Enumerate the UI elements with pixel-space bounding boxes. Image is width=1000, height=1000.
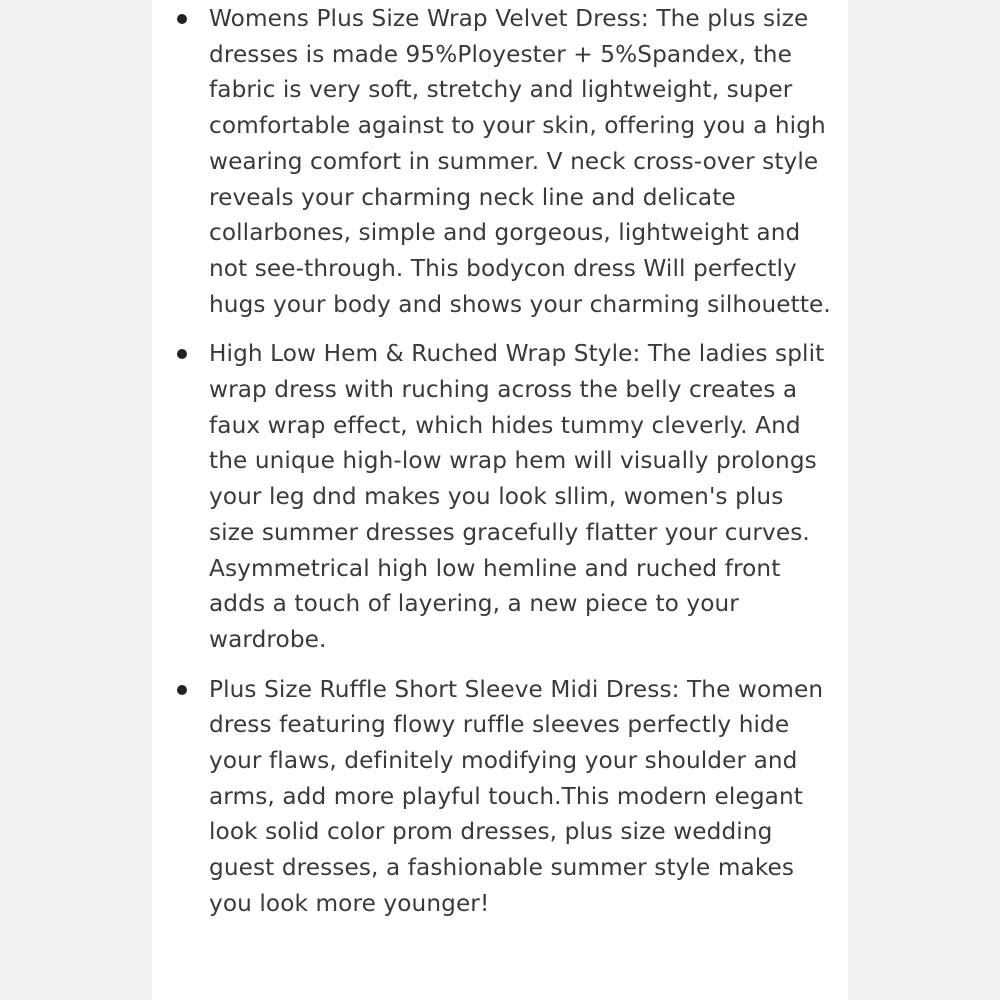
feature-bullet-text: Plus Size Ruffle Short Sleeve Midi Dress: The women dress featuring flowy ruffle sleeves perfectly hide your flaws, definitely modifying your shoulder and arms, add more playful touch.This modern elegant look solid color prom dresses, plus size wedding guest dresses, a fashionable summer style makes you look more younger! (209, 675, 824, 917)
feature-bullet-item (152, 1, 848, 322)
feature-bullet-item (152, 672, 848, 922)
bullet-icon (177, 14, 187, 24)
bullet-icon (177, 685, 187, 695)
product-description-panel (152, 0, 848, 1000)
feature-bullet-item (152, 336, 848, 657)
feature-bullet-text: High Low Hem & Ruched Wrap Style: The ladies split wrap dress with ruching across the belly creates a faux wrap effect, which hides tummy cleverly. And the unique high-low wrap hem will visually prolongs your leg dnd makes you look sllim, women's plus size summer dresses gracefully flatter your curves. Asymmetrical high low hemline and ruched front adds a touch of layering, a new piece to your wardrobe. (209, 340, 825, 653)
feature-bullet-list (152, 1, 848, 936)
feature-bullet-text: Womens Plus Size Wrap Velvet Dress: The plus size dresses is made 95%Ployester + 5%Spandex, the fabric is very soft, stretchy and lightweight, super comfortable against to your skin, offering you a high wearing comfort in summer. V neck cross-over style reveals your charming neck line and delicate collarbones, simple and gorgeous, lightweight and not see-through. This bodycon dress Will perfectly hugs your body and shows your charming silhouette. (209, 5, 831, 318)
bullet-icon (177, 349, 187, 359)
